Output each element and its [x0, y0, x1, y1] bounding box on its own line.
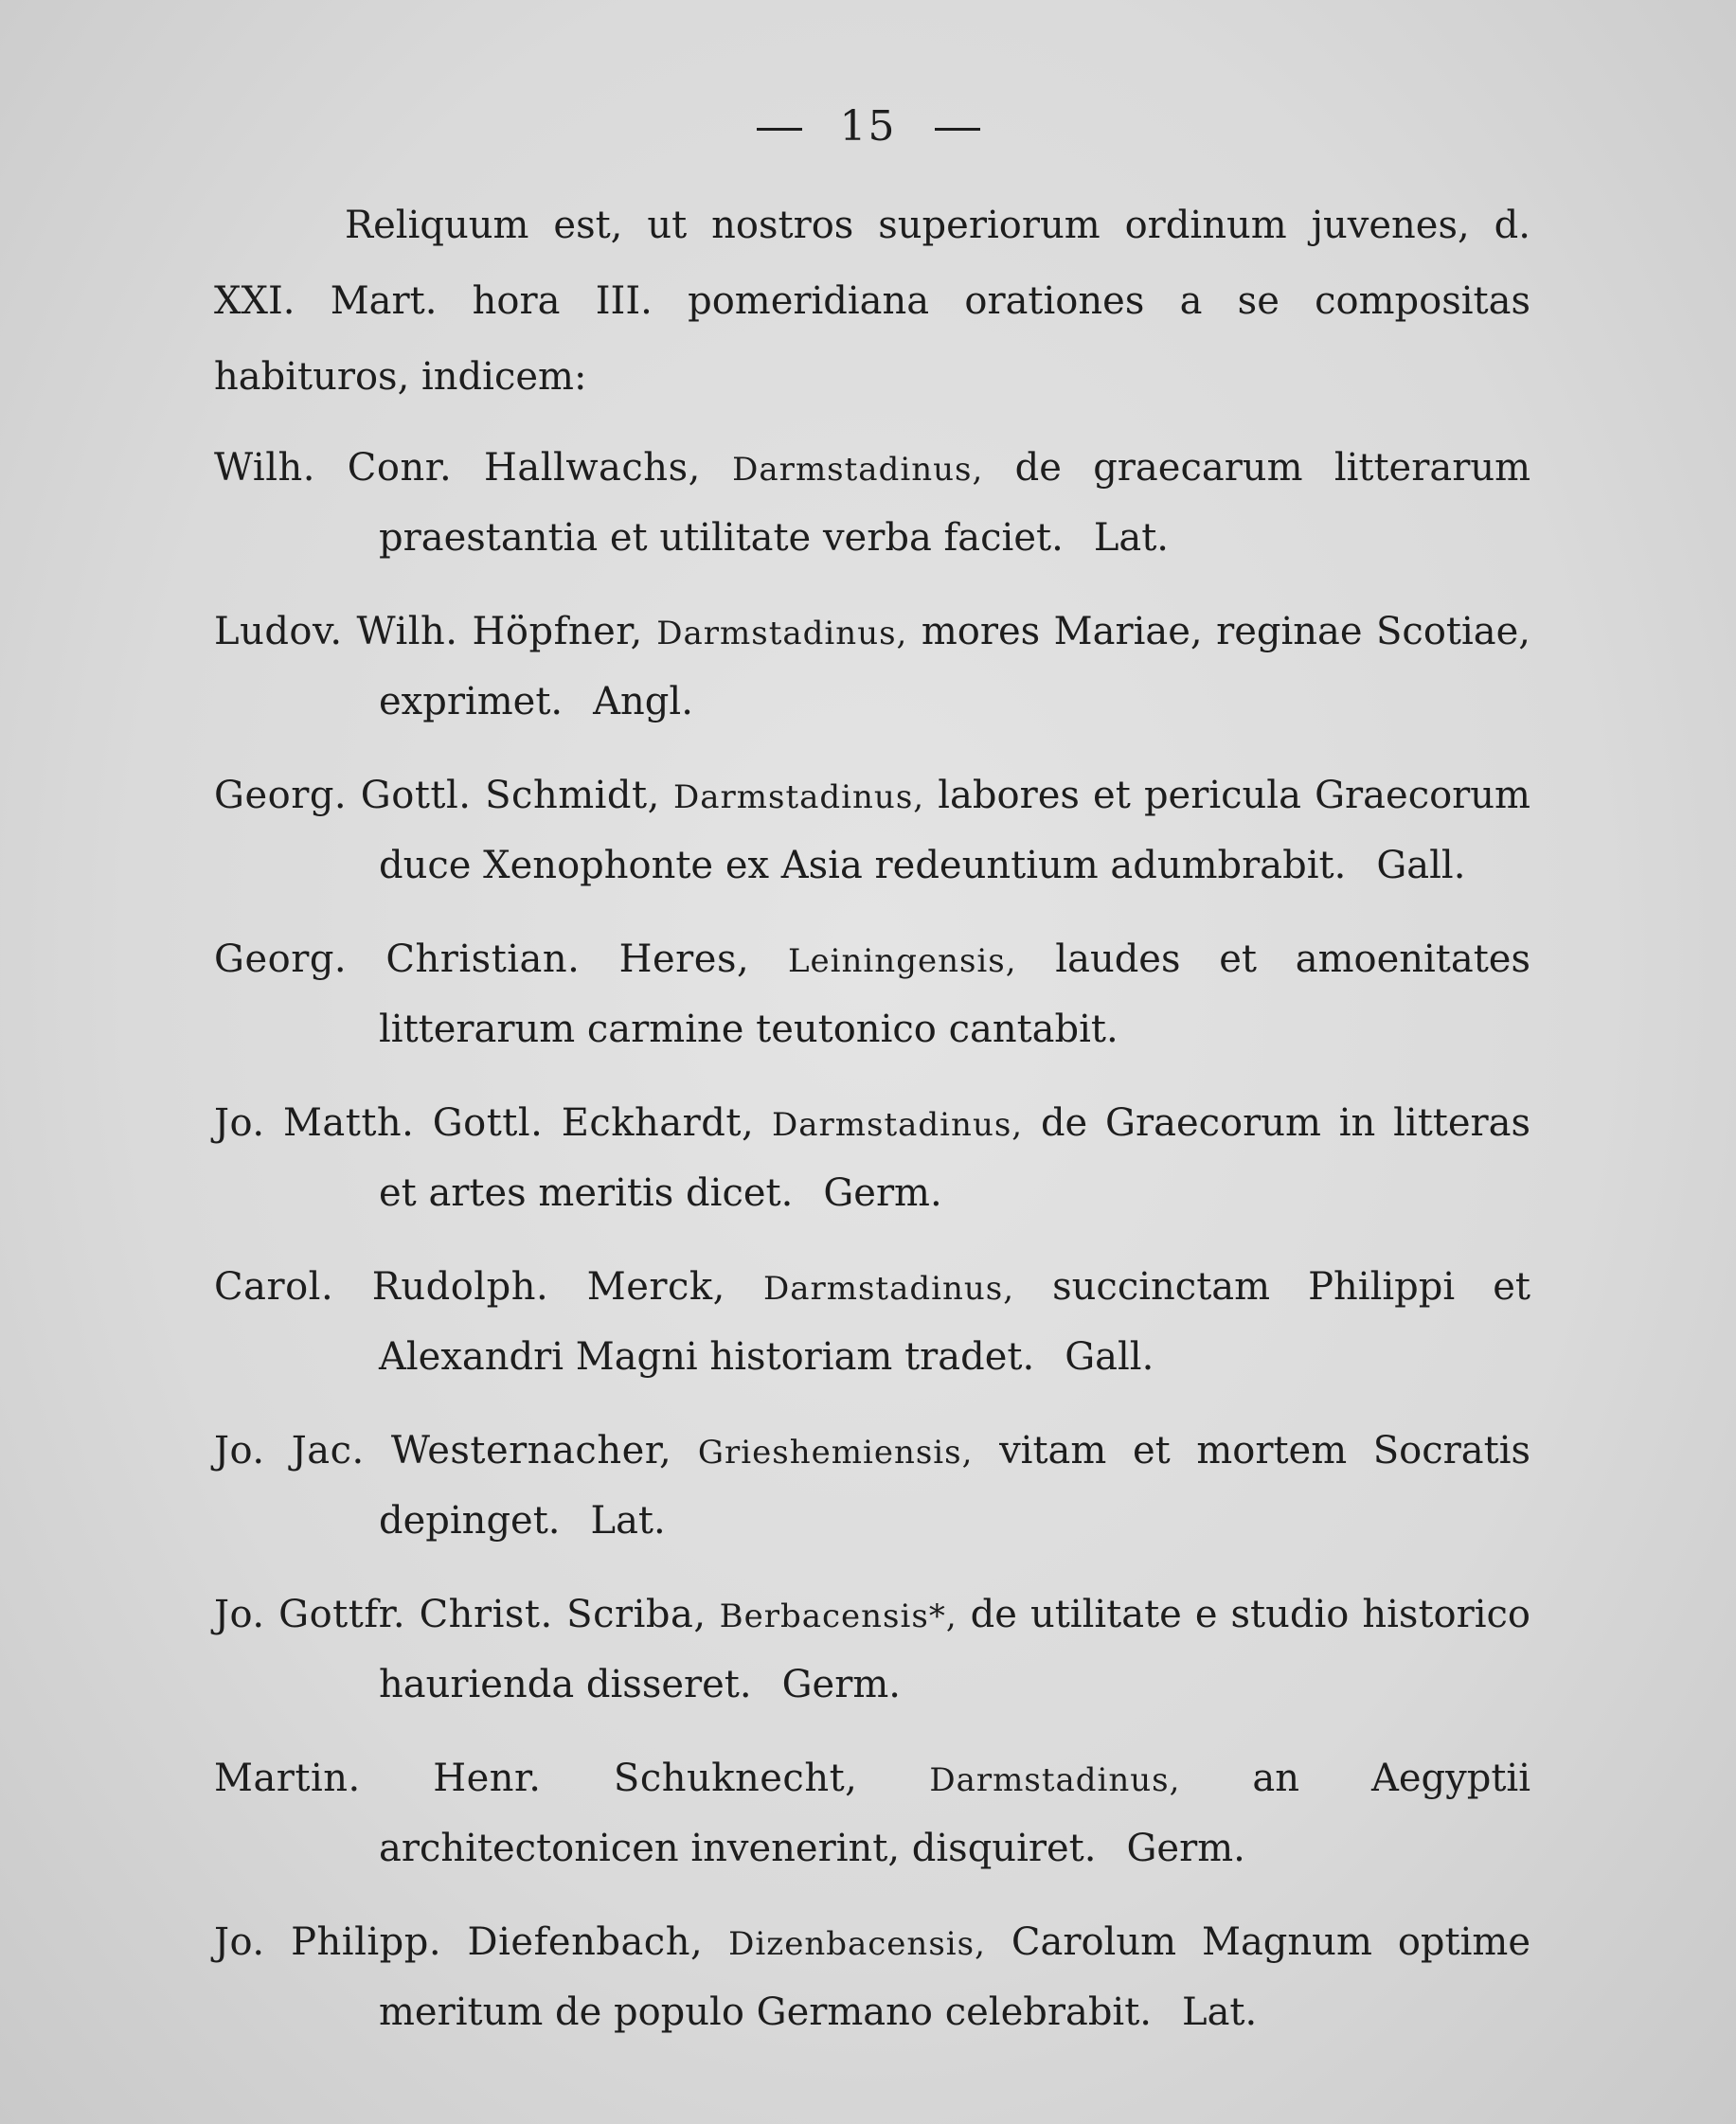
- speech-language: Lat.: [1182, 1990, 1258, 2034]
- speech-topic: Carolum Magnum optime meritum de populo Germano celebrabit.: [379, 1920, 1531, 2034]
- speaker-list: [214, 434, 1530, 2072]
- page-number: 15: [839, 102, 897, 151]
- speech-language: Lat.: [590, 1499, 666, 1543]
- speaker-origin: Grieshemiensis,: [697, 1434, 974, 1472]
- speaker-name: Ludov. Wilh. Höpfner,: [214, 610, 643, 653]
- speech-topic: an Aegyptii architectonicen invenerint, disquiret.: [379, 1757, 1530, 1870]
- speech-topic: vitam et mortem Socratis depinget.: [379, 1429, 1531, 1543]
- speaker-origin: Leiningensis,: [787, 942, 1017, 980]
- speaker-name: Martin. Henr. Schuknecht,: [214, 1757, 858, 1800]
- speech-topic: de graecarum litterarum praestantia et utilitate verba faciet.: [379, 446, 1531, 560]
- speaker-origin: Darmstadinus,: [762, 1270, 1015, 1308]
- speech-topic: de utilitate e studio historico haurienda disseret.: [379, 1593, 1531, 1706]
- speech-language: Lat.: [1093, 516, 1170, 560]
- speaker-entry: [214, 1089, 1530, 1253]
- speaker-origin: Darmstadinus,: [672, 778, 925, 816]
- speech-topic: mores Mariae, reginae Scotiae, exprimet.: [379, 610, 1531, 723]
- speaker-name: Jo. Gottfr. Christ. Scriba,: [214, 1593, 707, 1636]
- speaker-entry: [214, 1417, 1530, 1580]
- speaker-entry: [214, 1253, 1530, 1417]
- speaker-origin: Darmstadinus,: [772, 1106, 1024, 1144]
- page-header: [0, 102, 1736, 151]
- speaker-origin: Darmstadinus,: [656, 615, 908, 652]
- speech-topic: succinctam Philippi et Alexandri Magni historiam tradet.: [379, 1265, 1531, 1379]
- speaker-entry: [214, 434, 1530, 598]
- speech-language: Germ.: [781, 1663, 901, 1706]
- speech-topic: labores et pericula Graecorum duce Xenophonte ex Asia redeuntium adumbrabit.: [379, 774, 1530, 887]
- speaker-name: Carol. Rudolph. Merck,: [214, 1265, 725, 1309]
- speech-language: Germ.: [1126, 1827, 1245, 1870]
- speech-language: Angl.: [593, 680, 693, 723]
- right-dash: [935, 128, 980, 131]
- speaker-origin: Darmstadinus,: [732, 451, 984, 489]
- speaker-name: Georg. Christian. Heres,: [214, 937, 750, 981]
- speaker-entry: [214, 1908, 1530, 2072]
- speaker-entry: [214, 598, 1530, 761]
- speaker-entry: [214, 1744, 1530, 1908]
- speech-language: Gall.: [1065, 1335, 1154, 1379]
- speaker-entry: [214, 1580, 1530, 1744]
- speaker-entry: [214, 761, 1530, 925]
- speaker-name: Wilh. Conr. Hallwachs,: [214, 446, 701, 490]
- speech-language: Gall.: [1376, 844, 1466, 887]
- speech-topic: de Graecorum in litteras et artes meritis dicet.: [379, 1101, 1531, 1215]
- speaker-name: Jo. Matth. Gottl. Eckhardt,: [214, 1101, 755, 1145]
- speaker-name: Jo. Philipp. Diefenbach,: [214, 1920, 704, 1964]
- speech-topic: laudes et amoenitates litterarum carmine teutonico cantabit.: [379, 937, 1530, 1051]
- left-dash: [757, 128, 802, 131]
- speaker-origin: Dizenbacensis,: [728, 1925, 986, 1963]
- speaker-entry: [214, 925, 1530, 1089]
- speaker-name: Georg. Gottl. Schmidt,: [214, 774, 660, 817]
- speaker-name: Jo. Jac. Westernacher,: [214, 1429, 672, 1473]
- speaker-origin: Berbacensis*,: [719, 1597, 957, 1635]
- speech-language: Germ.: [823, 1171, 942, 1215]
- intro-paragraph: Reliquum est, ut nostros superiorum ordinum juvenes, d. XXI. Mart. hora III. pomeridiana orationes a se compositas habituros, indicem:: [214, 204, 1530, 399]
- speaker-origin: Darmstadinus,: [929, 1761, 1181, 1799]
